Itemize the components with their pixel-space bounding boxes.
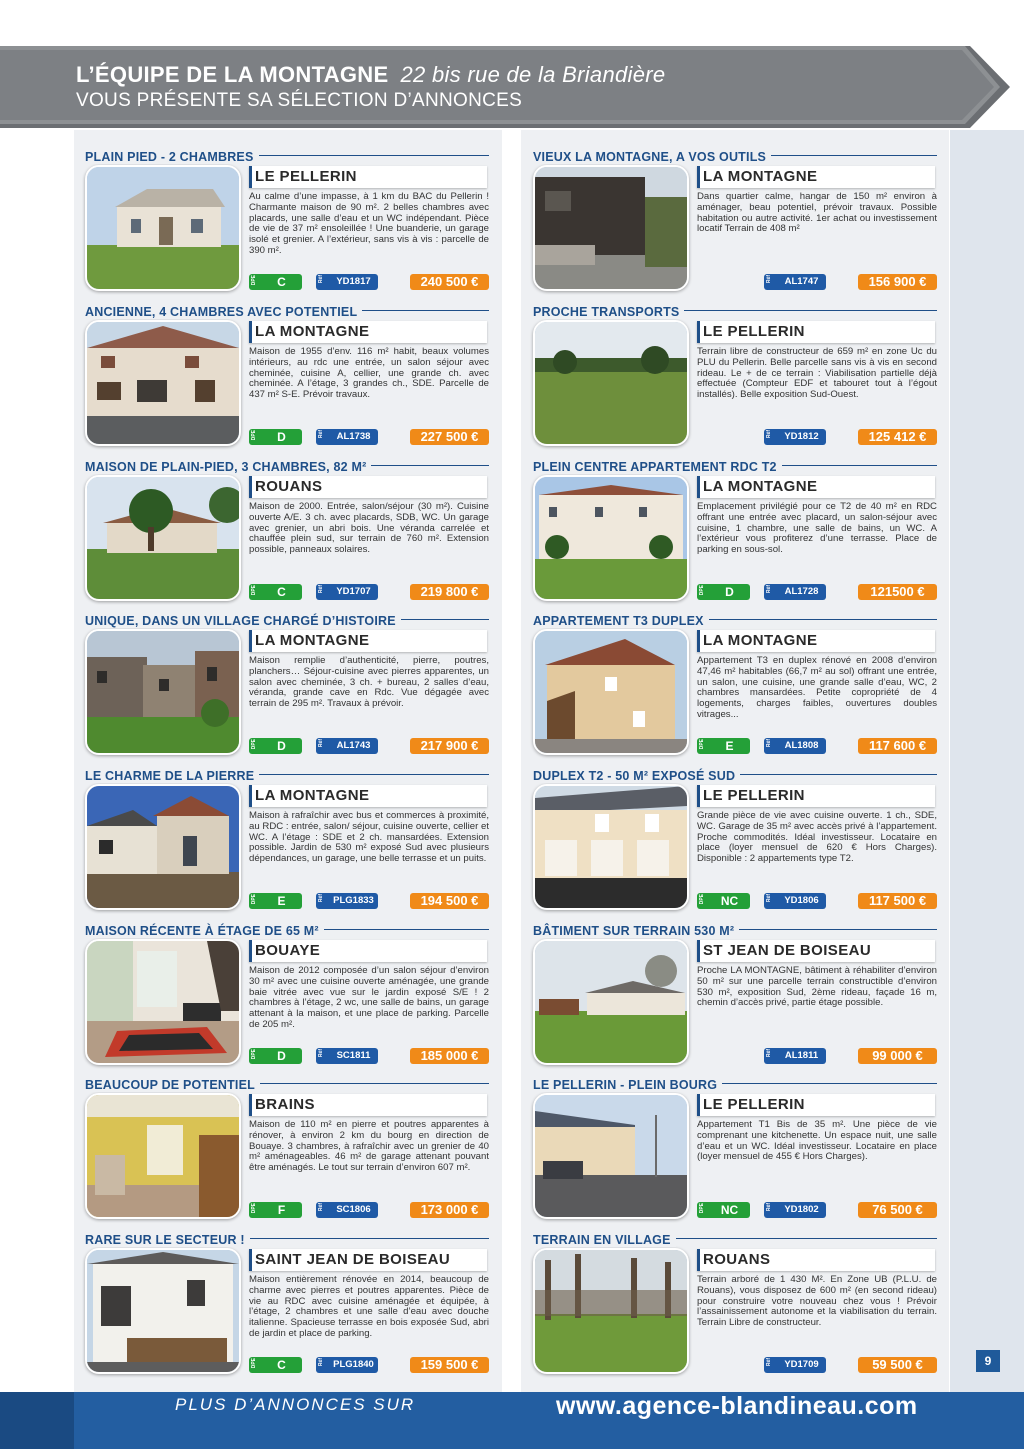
dpe-label: DPE [251, 894, 257, 905]
listing-town: BRAINS [249, 1094, 487, 1116]
listing-town: ROUANS [697, 1249, 935, 1271]
listing-title: BÂTIMENT SUR TERRAIN 530 M² [533, 924, 739, 938]
reference-badge [764, 893, 826, 909]
dpe-badge [249, 893, 302, 909]
dpe-badge [249, 738, 302, 754]
reference-value: PLG1840 [333, 1359, 374, 1370]
listing-title: RARE SUR LE SECTEUR ! [85, 1233, 250, 1247]
listing-card[interactable] [85, 303, 489, 453]
listing-description: Appartement T1 Bis de 35 m². Une pièce de vie comprenant une kitchenette. Un espace nuit, une salle d’eau et un WC. Idéal investisseur. Locataire en place (loyer mensuel de 455 € Hors Charges). [697, 1120, 937, 1163]
dpe-value: D [277, 739, 286, 753]
price-badge: 227 500 € [410, 429, 489, 445]
listing-photo[interactable] [533, 1093, 689, 1219]
listing-description: Maison de 2000. Entrée, salon/séjour (30 m²). Cuisine ouverte A/E. 3 ch. avec placards, SDB, WC. Un garage avec grenier, un abri bois. Une véranda carrelée et chauffée plein sud, sur terrain de 760 m². Extension possible, panneaux solaires. [249, 502, 489, 556]
reference-badge [316, 893, 378, 909]
reference-value: AL1747 [784, 276, 819, 287]
listing-photo[interactable] [85, 1093, 241, 1219]
listing-title: UNIQUE, DANS UN VILLAGE CHARGÉ D’HISTOIRE [85, 614, 401, 628]
reference-badge [764, 429, 826, 445]
listing-title: APPARTEMENT T3 DUPLEX [533, 614, 709, 628]
dpe-label: DPE [251, 275, 257, 286]
dpe-badge [697, 1202, 750, 1218]
dpe-value: F [277, 1203, 286, 1217]
price-badge: 117 500 € [858, 893, 937, 909]
ref-label: Réf [766, 739, 772, 748]
listing-town: LA MONTAGNE [697, 630, 935, 652]
dpe-value: D [277, 430, 286, 444]
dpe-label: DPE [699, 739, 705, 750]
price-badge: 240 500 € [410, 274, 489, 290]
ref-label: Réf [318, 1358, 324, 1367]
reference-badge [316, 1357, 378, 1373]
dpe-label: DPE [251, 585, 257, 596]
ref-label: Réf [766, 1358, 772, 1367]
listing-title: MAISON DE PLAIN-PIED, 3 CHAMBRES, 82 M² [85, 460, 371, 474]
price-badge: 219 800 € [410, 584, 489, 600]
listing-title: MAISON RÉCENTE À ÉTAGE DE 65 M² [85, 924, 324, 938]
ref-label: Réf [766, 430, 772, 439]
listing-card[interactable] [533, 148, 937, 298]
listing-description: Grande pièce de vie avec cuisine ouverte. 1 ch., SDE, WC. Garage de 35 m² avec accès privé à l’appartement. Proche commodités. Idéal investisseur. Locataire en place (loyer mensuel de 620 € Hors Charges). Disponible : 2 appartements type T2. [697, 811, 937, 865]
listing-title: VIEUX LA MONTAGNE, A VOS OUTILS [533, 150, 771, 164]
price-badge: 117 600 € [858, 738, 937, 754]
ref-label: Réf [318, 1203, 324, 1212]
price-badge: 59 500 € [858, 1357, 937, 1373]
ref-label: Réf [318, 585, 324, 594]
dpe-value: E [277, 894, 286, 908]
reference-value: YD1709 [784, 1359, 819, 1370]
listing-title: ANCIENNE, 4 CHAMBRES AVEC POTENTIEL [85, 305, 362, 319]
reference-value: YD1806 [784, 895, 819, 906]
listing-town: LE PELLERIN [697, 1094, 935, 1116]
dpe-label: DPE [251, 1049, 257, 1060]
listing-card[interactable] [85, 1076, 489, 1226]
listing-photo[interactable] [533, 629, 689, 755]
footer-text: PLUS D’ANNONCES SUR [175, 1395, 416, 1414]
footer-decoration [0, 1392, 74, 1449]
price-badge: 159 500 € [410, 1357, 489, 1373]
listing-title: BEAUCOUP DE POTENTIEL [85, 1078, 260, 1092]
ref-label: Réf [318, 739, 324, 748]
dpe-badge [249, 1357, 302, 1373]
listing-photo[interactable] [85, 629, 241, 755]
listing-town: LA MONTAGNE [249, 630, 487, 652]
reference-badge [316, 1048, 378, 1064]
ref-label: Réf [318, 430, 324, 439]
reference-value: AL1728 [784, 586, 819, 597]
listing-photo[interactable] [533, 475, 689, 601]
listing-card[interactable] [533, 1231, 937, 1381]
listing-title: PLEIN CENTRE APPARTEMENT RDC T2 [533, 460, 782, 474]
listing-photo[interactable] [533, 320, 689, 446]
listing-description: Maison à rafraîchir avec bus et commerces à proximité, au RDC : entrée, salon/ séjour, cuisine ouverte, cellier et WC. A l’étage : SDE et 2 ch. mansardées. Extension possible. Jardin de 530 m² exposé Sud avec plusieurs dépendances, un garage, une belle terrasse et un puits. [249, 811, 489, 865]
listing-photo[interactable] [85, 320, 241, 446]
listing-card[interactable] [85, 458, 489, 608]
reference-badge [316, 1202, 378, 1218]
reference-badge [764, 584, 826, 600]
reference-value: YD1812 [784, 431, 819, 442]
reference-value: YD1707 [336, 586, 371, 597]
reference-value: SC1806 [336, 1204, 371, 1215]
ref-label: Réf [766, 1049, 772, 1058]
listing-photo[interactable] [533, 939, 689, 1065]
listing-town: LA MONTAGNE [249, 321, 487, 343]
reference-badge [316, 274, 378, 290]
dpe-value: D [725, 585, 734, 599]
listing-photo[interactable] [85, 165, 241, 291]
listing-town: LA MONTAGNE [697, 476, 935, 498]
listing-description: Terrain arboré de 1 430 M². En Zone UB (P.L.U. de Rouans), vous disposez de 600 m² (en second rideau) pour construire votre nouveau chez vous ! Prévoir l’assainissement autonome et la viabilisation du terrain. Terrain Libre de constructeur. [697, 1275, 937, 1329]
agency-name: L’ÉQUIPE DE LA MONTAGNE [76, 62, 389, 87]
listing-town: ROUANS [249, 476, 487, 498]
dpe-badge [249, 429, 302, 445]
page-number: 9 [976, 1350, 1000, 1372]
dpe-label: DPE [251, 1358, 257, 1369]
listing-card[interactable] [533, 458, 937, 608]
listing-card[interactable] [85, 767, 489, 917]
listing-photo[interactable] [85, 784, 241, 910]
page-title [76, 62, 665, 88]
reference-badge [764, 1048, 826, 1064]
listing-description: Appartement T3 en duplex rénové en 2008 d’environ 47,46 m² habitables (66,7 m² au sol) offrant une entrée, un salon, une cuisine, une grande salle d’eau, WC, 2 chambres mansardées. Petite copropriété de 4 logements, charges faibles, ouvertures doubles vitrages... [697, 656, 937, 720]
listing-title: PROCHE TRANSPORTS [533, 305, 684, 319]
price-badge: 156 900 € [858, 274, 937, 290]
listing-card[interactable] [533, 922, 937, 1072]
dpe-badge [697, 584, 750, 600]
price-badge: 217 900 € [410, 738, 489, 754]
ref-label: Réf [766, 1203, 772, 1212]
price-badge: 125 412 € [858, 429, 937, 445]
listing-description: Emplacement privilégié pour ce T2 de 40 m² en RDC offrant une entrée avec placard, un salon-séjour avec cuisine, 1 chambre, une salle de bains, un WC. A l’extérieur vous profiterez d’une terrasse. Place de parking en sous-sol. [697, 502, 937, 556]
dpe-value: C [277, 1358, 286, 1372]
listing-title: DUPLEX T2 - 50 M² EXPOSÉ SUD [533, 769, 740, 783]
reference-value: AL1738 [336, 431, 371, 442]
reference-value: AL1811 [784, 1050, 819, 1061]
dpe-value: D [277, 1049, 286, 1063]
listing-town: ST JEAN DE BOISEAU [697, 940, 935, 962]
listing-photo[interactable] [85, 1248, 241, 1374]
ref-label: Réf [766, 585, 772, 594]
dpe-value: NC [720, 894, 739, 908]
listing-description: Maison de 2012 composée d’un salon séjour d’environ 30 m² avec une cuisine ouverte aménagée, une grande baie vitrée avec vue sur le jardin exposé S/E ! 2 chambres à l’étage, 2 wc, une salle de bains, un garage attenant à la maison, et une place de parking. Parcelle de 205 m². [249, 966, 489, 1030]
price-badge: 173 000 € [410, 1202, 489, 1218]
listing-photo[interactable] [85, 939, 241, 1065]
reference-value: AL1743 [336, 740, 371, 751]
listing-card[interactable] [533, 612, 937, 762]
reference-badge [316, 738, 378, 754]
side-strip [950, 130, 1024, 1392]
listing-town: BOUAYE [249, 940, 487, 962]
listing-town: SAINT JEAN DE BOISEAU [249, 1249, 487, 1271]
listing-photo[interactable] [533, 1248, 689, 1374]
ref-label: Réf [318, 894, 324, 903]
reference-badge [316, 429, 378, 445]
listing-town: LA MONTAGNE [697, 166, 935, 188]
listing-title: LE CHARME DE LA PIERRE [85, 769, 259, 783]
dpe-label: DPE [251, 430, 257, 441]
reference-badge [764, 274, 826, 290]
website-link[interactable]: www.agence-blandineau.com [556, 1392, 918, 1420]
reference-value: YD1817 [336, 276, 371, 287]
listing-town: LE PELLERIN [249, 166, 487, 188]
listing-card[interactable] [85, 1231, 489, 1381]
reference-badge [764, 1202, 826, 1218]
listing-photo[interactable] [85, 475, 241, 601]
listing-description: Dans quartier calme, hangar de 150 m² environ à aménager, beau potentiel, prévoir travaux. Possible habitation ou autre activité. 1er achat ou investissement locatif Terrain de 408 m² [697, 192, 937, 235]
listing-town: LE PELLERIN [697, 321, 935, 343]
listing-town: LE PELLERIN [697, 785, 935, 807]
dpe-label: DPE [251, 1203, 257, 1214]
listing-town: LA MONTAGNE [249, 785, 487, 807]
agency-address: 22 bis rue de la Briandière [400, 62, 666, 87]
price-badge: 76 500 € [858, 1202, 937, 1218]
reference-badge [316, 584, 378, 600]
dpe-badge [249, 1048, 302, 1064]
dpe-badge [697, 738, 750, 754]
reference-value: YD1802 [784, 1204, 819, 1215]
dpe-value: C [277, 275, 286, 289]
listing-description: Au calme d’une impasse, à 1 km du BAC du Pellerin ! Charmante maison de 90 m². 2 belles chambres avec placards, une salle d’eau et un WC indépendant. Pièce de vie de 37 m² ensoleillée ! Une buanderie, un garage isolé et grenier. A l’extérieur, sans vis à vis : parcelle de 390 m². [249, 192, 489, 256]
listing-description: Terrain libre de constructeur de 659 m² en zone Uc du PLU du Pellerin. Belle parcelle sans vis à vis en second rideau. Le + de ce terrain : Viabilisation partielle déjà effectuée (Compteur EDF et tabouret tout à l’égout installés). Belle exposition Sud-Ouest. [697, 347, 937, 401]
reference-value: SC1811 [336, 1050, 371, 1061]
dpe-badge [249, 274, 302, 290]
listing-card[interactable] [85, 612, 489, 762]
dpe-badge [249, 584, 302, 600]
dpe-badge [697, 893, 750, 909]
listing-description: Maison de 110 m² en pierre et poutres apparentes à rénover, à environ 2 km du bourg en direction de Bouaye. 3 chambres, à rafraîchir avec un grenier de 40 m² aménageables. 46 m² de garage attenant pouvant être aménagés. Le tout sur terrain d’environ 607 m². [249, 1120, 489, 1174]
listing-description: Maison entièrement rénovée en 2014, beaucoup de charme avec pierres et poutres apparentes. Pièce de vie au RDC avec cuisine aménagée et équipée, à l’étage, 2 chambres et une salle d’eau avec douche italienne. Spacieuse terrasse en bois exposée Sud, abri de jardin et place de parking. [249, 1275, 489, 1339]
dpe-label: DPE [699, 1203, 705, 1214]
ref-label: Réf [318, 1049, 324, 1058]
listing-title: LE PELLERIN - PLEIN BOURG [533, 1078, 722, 1092]
listing-card[interactable] [85, 922, 489, 1072]
dpe-value: C [277, 585, 286, 599]
listing-photo[interactable] [533, 165, 689, 291]
dpe-label: DPE [699, 894, 705, 905]
listing-description: Proche LA MONTAGNE, bâtiment à réhabiliter d’environ 50 m² sur une parcelle terrain constructible d’environ 530 m², exposition Sud, 2ème rideau, façade 16 m, chemin d’accès privé, partie étage possible. [697, 966, 937, 1009]
dpe-value: E [725, 739, 734, 753]
ref-label: Réf [318, 275, 324, 284]
reference-badge [764, 738, 826, 754]
listing-card[interactable] [533, 1076, 937, 1226]
listing-card[interactable] [85, 148, 489, 298]
listing-photo[interactable] [533, 784, 689, 910]
ref-label: Réf [766, 894, 772, 903]
dpe-label: DPE [699, 585, 705, 596]
listing-description: Maison de 1955 d’env. 116 m² habit, beaux volumes intérieurs, au rdc une entrée, un salon séjour avec cheminée, cuisine A, cellier, une grande ch. avec cheminée. A l’étage, 3 grandes ch., SDE. Parcelle de 437 m² S-E. Prévoir travaux. [249, 347, 489, 401]
dpe-badge [249, 1202, 302, 1218]
price-badge: 194 500 € [410, 893, 489, 909]
reference-value: AL1808 [784, 740, 819, 751]
price-badge: 185 000 € [410, 1048, 489, 1064]
listing-description: Maison remplie d’authenticité, pierre, poutres, planchers… Séjour-cuisine avec pierres apparentes, un salon avec cheminée, 3 ch. + bureau, 2 salles d’eau, véranda, grande cave en Rdc. Vue dégagée avec terrain de 295 m². Travaux à prévoir. [249, 656, 489, 710]
page-subtitle: VOUS PRÉSENTE SA SÉLECTION D’ANNONCES [76, 90, 523, 111]
price-badge: 121500 € [858, 584, 937, 600]
listing-card[interactable] [533, 303, 937, 453]
listing-title: TERRAIN EN VILLAGE [533, 1233, 676, 1247]
ref-label: Réf [766, 275, 772, 284]
price-badge: 99 000 € [858, 1048, 937, 1064]
dpe-label: DPE [251, 739, 257, 750]
reference-badge [764, 1357, 826, 1373]
listing-card[interactable] [533, 767, 937, 917]
dpe-value: NC [720, 1203, 739, 1217]
reference-value: PLG1833 [333, 895, 374, 906]
listing-title: PLAIN PIED - 2 CHAMBRES [85, 150, 259, 164]
